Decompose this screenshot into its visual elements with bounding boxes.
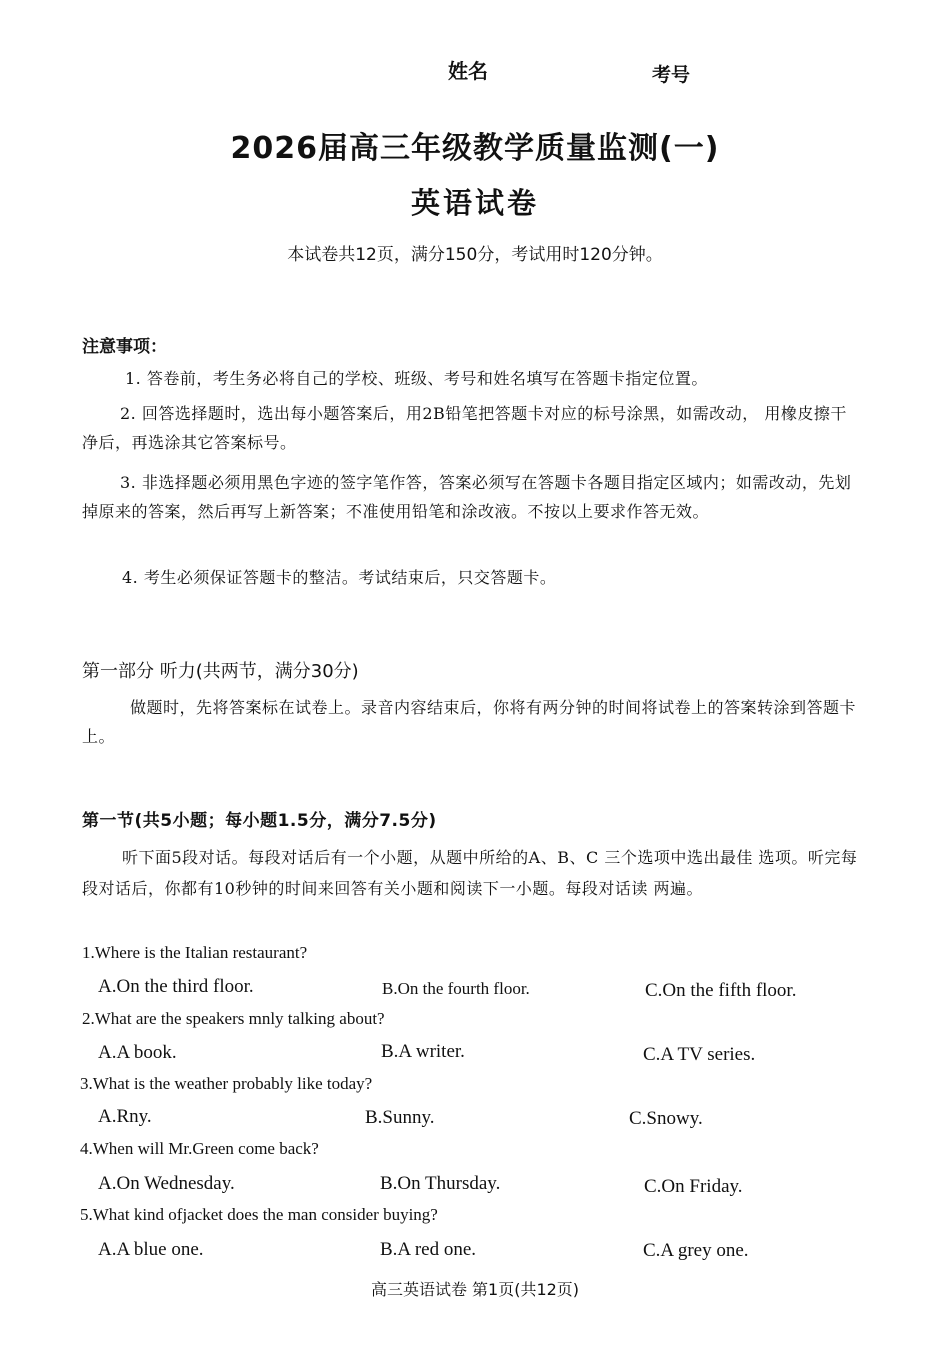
name-label: 姓名 <box>448 59 488 83</box>
question-4-option-b: B.On Thursday. <box>380 1173 501 1194</box>
page-subtitle: 英语试卷 <box>410 186 539 220</box>
question-1-option-c: C.On the fifth floor. <box>645 980 797 1001</box>
notice-item-1: 1. 答卷前，考生务必将自己的学校、班级、考号和姓名填写在答题卡指定位置。 <box>125 369 708 388</box>
page-footer: 高三英语试卷 第1页(共12页) <box>370 1280 580 1299</box>
notice-heading: 注意事项： <box>82 337 167 357</box>
question-2-option-b: B.A writer. <box>381 1041 465 1062</box>
question-4-option-c: C.On Friday. <box>644 1176 743 1197</box>
notice-item-4: 4. 考生必须保证答题卡的整洁。考试结束后，只交答题卡。 <box>122 568 557 587</box>
question-1-option-b: B.On the fourth floor. <box>382 979 530 998</box>
question-5-option-a: A.A blue one. <box>98 1239 204 1260</box>
question-4-option-a: A.On Wednesday. <box>98 1173 235 1194</box>
part1-heading: 第一部分 听力(共两节，满分30分) <box>82 661 359 682</box>
question-2-option-c: C.A TV series. <box>643 1044 756 1065</box>
question-5-stem: 5.What kind ofjacket does the man consider buying? <box>80 1205 438 1224</box>
question-3-option-c: C.Snowy. <box>629 1108 703 1129</box>
question-5-option-c: C.A grey one. <box>643 1240 749 1261</box>
question-3-option-a: A.Rny. <box>98 1106 152 1127</box>
notice-item-3: 3. 非选择题必须用黑色字迹的签字笔作答，答案必须写在答题卡各题目指定区域内；如需改动，先划掉原来的答案，然后再写上新答案；不准使用铅笔和涂改液。不按以上要求作答无效。 <box>82 473 852 521</box>
question-3-stem: 3.What is the weather probably like today? <box>80 1074 373 1093</box>
section1-heading: 第一节(共5小题；每小题1.5分，满分7.5分) <box>82 811 437 831</box>
question-5-option-b: B.A red one. <box>380 1239 477 1260</box>
exam-number-label: 考号 <box>652 64 691 86</box>
question-4-stem: 4.When will Mr.Green come back? <box>80 1139 319 1158</box>
page-title: 2026届高三年级教学质量监测(一) <box>230 131 720 166</box>
exam-info: 本试卷共12页，满分150分，考试用时120分钟。 <box>287 245 663 265</box>
notice-item-2: 2. 回答选择题时，选出每小题答案后，用2B铅笔把答题卡对应的标号涂黑，如需改动， 用橡皮擦干净后，再选涂其它答案标号。 <box>82 404 847 452</box>
question-1-option-a: A.On the third floor. <box>98 976 254 997</box>
part1-instruction: 做题时，先将答案标在试卷上。录音内容结束后，你将有两分钟的时间将试卷上的答案转涂到答题卡上。 <box>82 698 857 746</box>
question-1-stem: 1.Where is the Italian restaurant? <box>82 943 308 962</box>
question-2-stem: 2.What are the speakers mnly talking about? <box>82 1009 385 1028</box>
question-3-option-b: B.Sunny. <box>365 1107 435 1128</box>
section1-instruction: 听下面5段对话。每段对话后有一个小题，从题中所给的A、B、C 三个选项中选出最佳 选项。听完每段对话后，你都有10秒钟的时间来回答有关小题和阅读下一小题。每段对话读 两遍。 <box>82 848 858 898</box>
question-2-option-a: A.A book. <box>98 1042 177 1063</box>
